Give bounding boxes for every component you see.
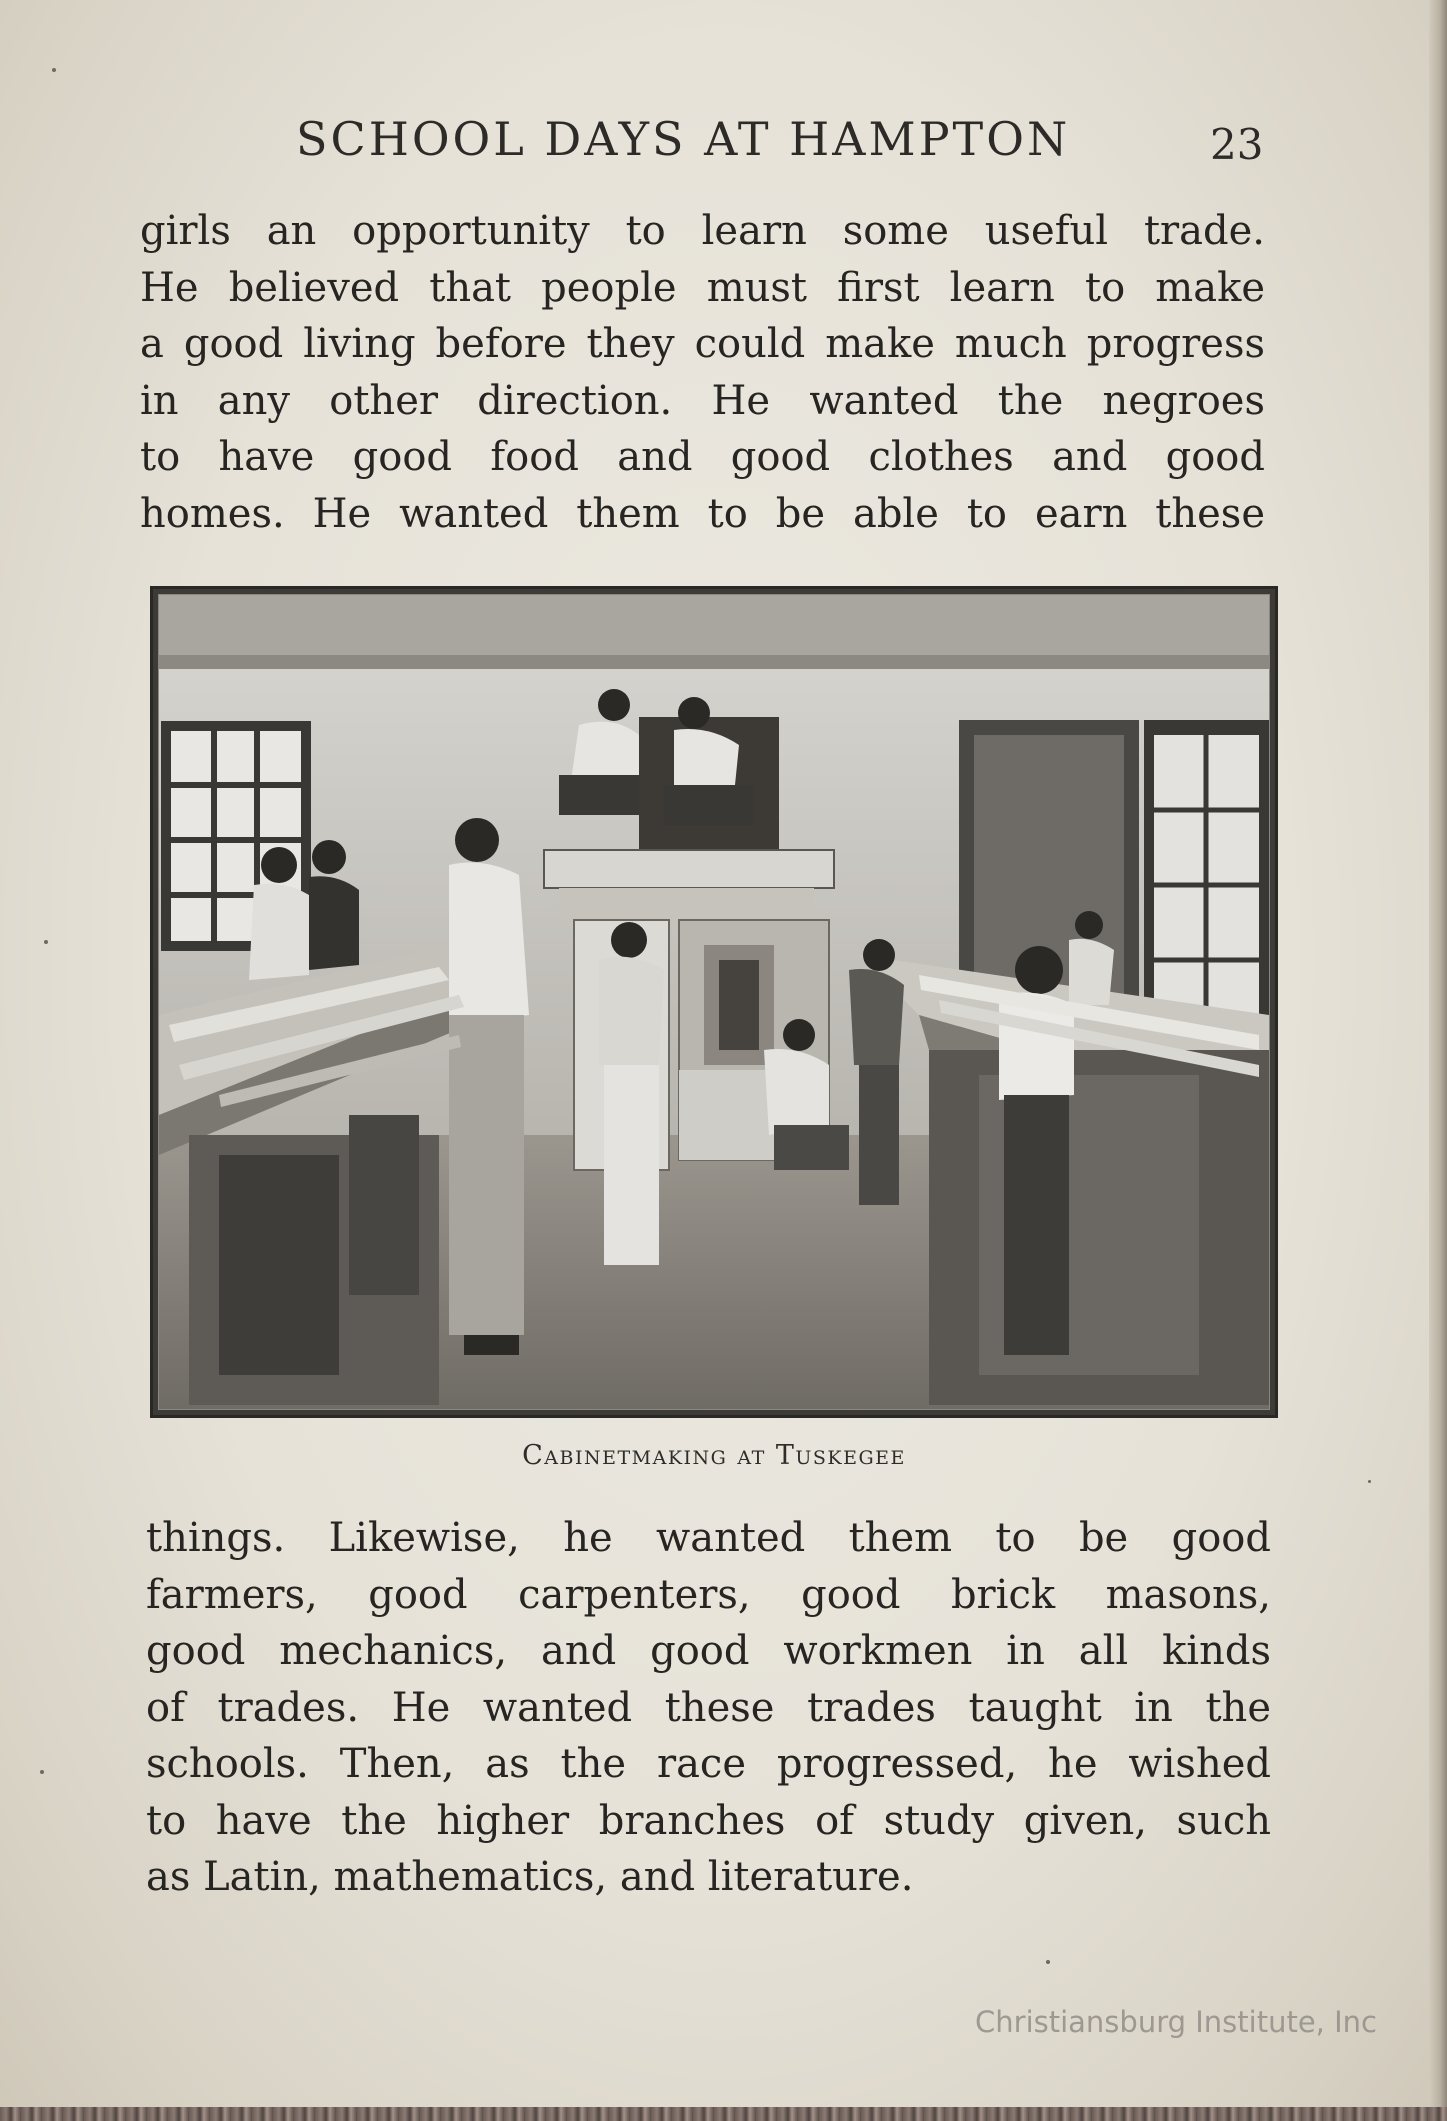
- text-line: of trades. He wanted these trades taught in the: [146, 1684, 1271, 1731]
- photograph-frame: [150, 586, 1278, 1418]
- paper-speck: [52, 68, 56, 72]
- text-line: to have good food and good clothes and good: [140, 434, 1265, 480]
- text-line: to have the higher branches of study given, such: [146, 1797, 1271, 1844]
- text-line: a good living before they could make much progress: [140, 321, 1265, 367]
- paper-speck: [1368, 1480, 1371, 1483]
- text-line: in any other direction. He wanted the negroes: [140, 377, 1265, 424]
- ceiling: [159, 595, 1269, 665]
- text-line: homes. He wanted them to be able to earn these: [140, 490, 1265, 537]
- cabinetmaking-photograph: [158, 594, 1270, 1410]
- paper-speck: [44, 940, 48, 944]
- text-line: things. Likewise, he wanted them to be good: [146, 1515, 1271, 1561]
- paragraph-top: [140, 203, 1265, 542]
- running-head: SCHOOL DAYS AT HAMPTON: [296, 112, 1071, 166]
- text-line: He believed that people must first learn to make: [140, 264, 1265, 311]
- page-edge: [1429, 0, 1447, 2121]
- paper-speck: [1046, 1960, 1050, 1964]
- bottom-edge: [0, 2107, 1447, 2121]
- paragraph-bottom: [146, 1510, 1271, 1906]
- watermark: Christiansburg Institute, Inc: [975, 2005, 1377, 2039]
- page-number: 23: [1210, 120, 1264, 169]
- workshop-illustration: [159, 595, 1269, 1409]
- paper-speck: [40, 1770, 44, 1774]
- text-line: good mechanics, and good workmen in all kinds: [146, 1628, 1271, 1674]
- text-line: schools. Then, as the race progressed, he wished: [146, 1741, 1271, 1787]
- text-line: as Latin, mathematics, and literature.: [146, 1854, 914, 1900]
- text-line: farmers, good carpenters, good brick masons,: [146, 1571, 1271, 1618]
- text-line: girls an opportunity to learn some useful trade.: [140, 208, 1265, 254]
- ceiling-beam: [159, 655, 1269, 669]
- figure-caption: Cabinetmaking at Tuskegee: [522, 1440, 906, 1471]
